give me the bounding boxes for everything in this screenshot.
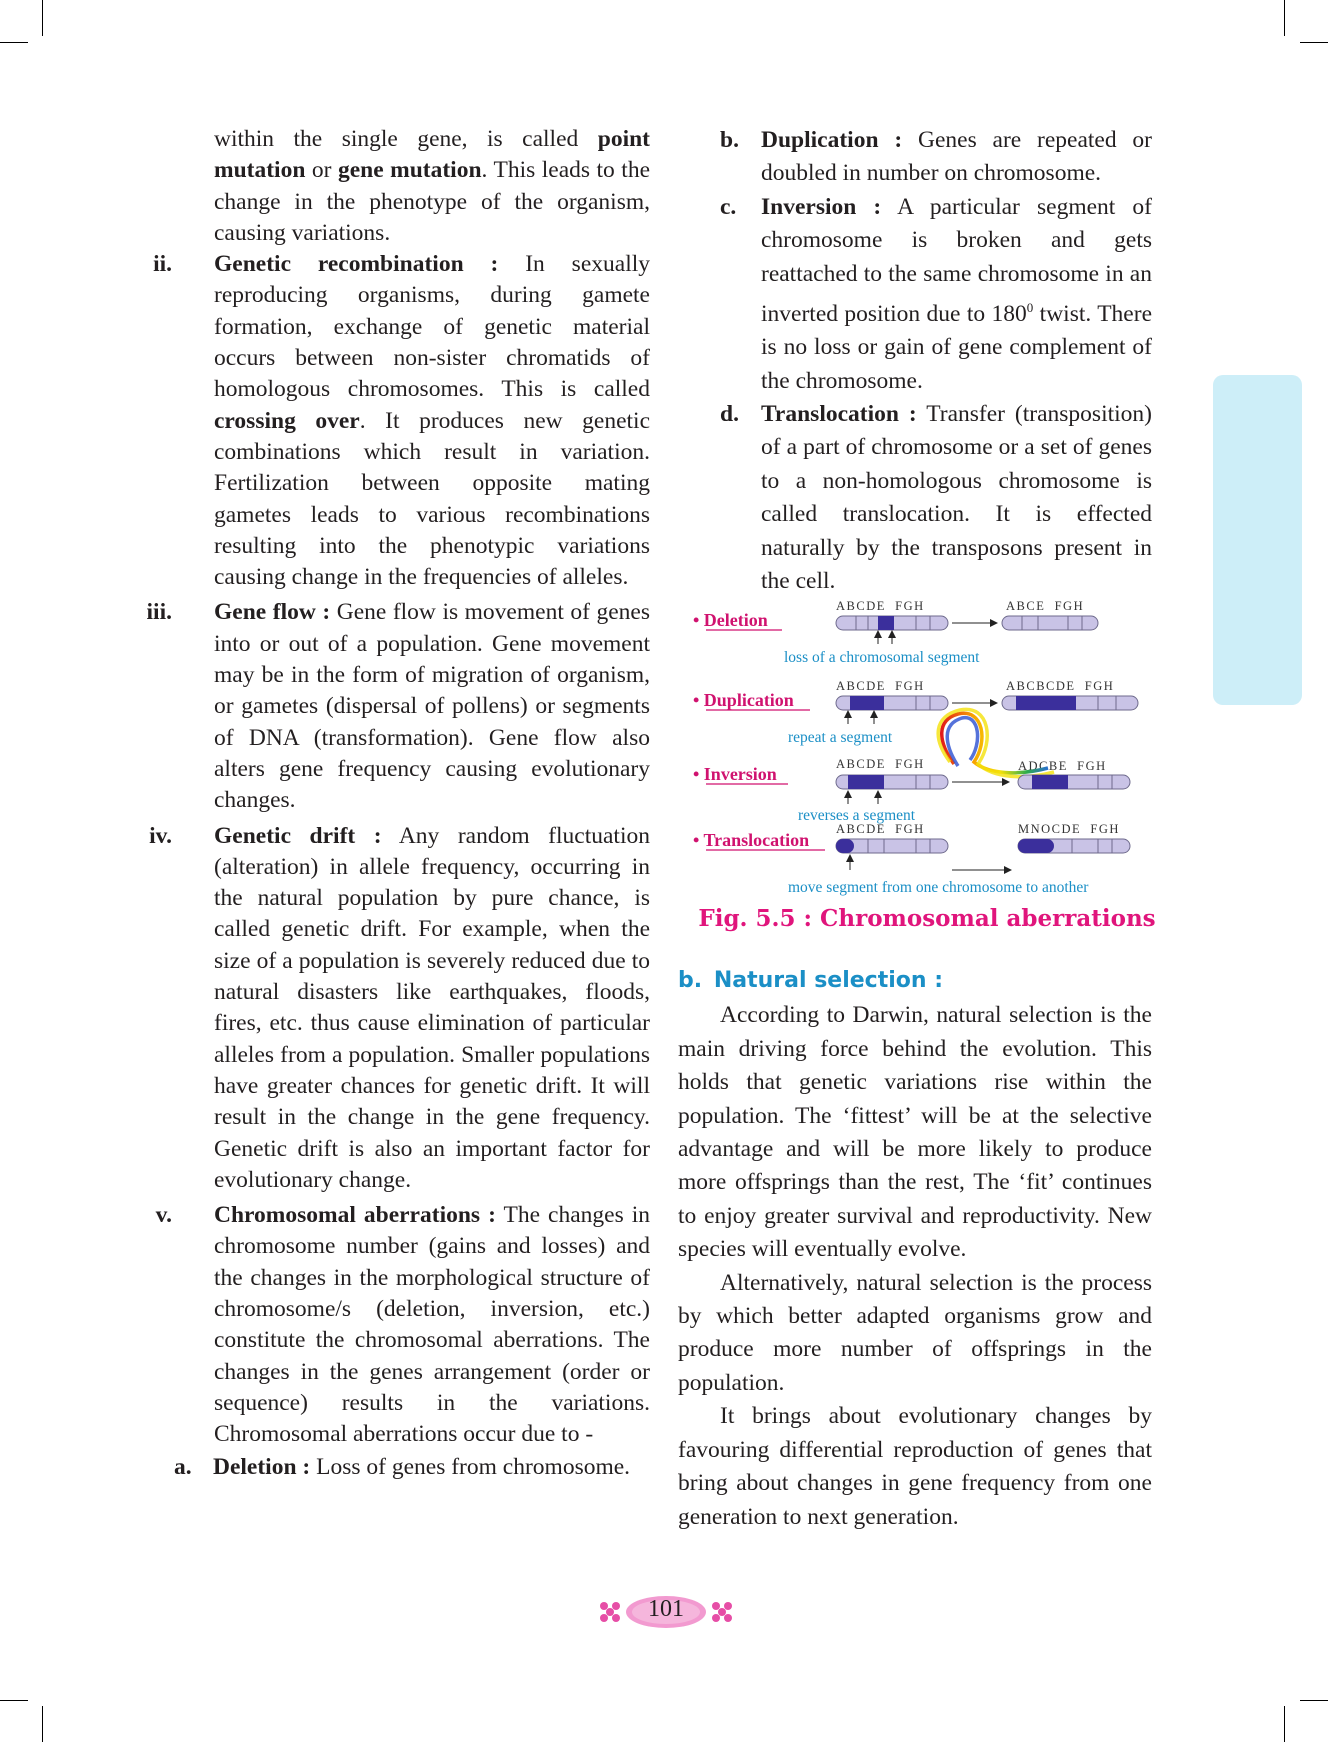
deletion-chromosome-before (836, 616, 948, 630)
crop-mark (42, 1706, 43, 1742)
translocation-label: • Translocation (693, 830, 810, 850)
figure-caption: Fig. 5.5 : Chromosomal aberrations (698, 905, 1156, 932)
chapter-side-tab (1213, 375, 1302, 705)
translocation-chromosome-after (1018, 839, 1130, 853)
translocation-before-genes: ABCDE FGH (836, 822, 925, 836)
natural-selection-paragraph: According to Darwin, natural selection is the main driving force behind the evolution. This holds that genetic variations rise within the population. The ‘fittest’ will be at the selective advantage and will be more likely to produce more offsprings than the rest, The ‘fit’ continues to enjoy greater survival and reproductivity. New species will eventually evolve. (678, 1002, 1152, 1263)
crop-mark (0, 1700, 28, 1701)
duplication-before-genes: ABCDE FGH (836, 679, 925, 693)
natural-selection-section (678, 964, 1152, 1534)
crop-mark (1284, 1706, 1285, 1742)
page-number: 101 (648, 1596, 684, 1622)
natural-selection-paragraph: Alternatively, natural selection is the process by which better adapted organisms grow and produce more number of offsprings in the population. (678, 1269, 1152, 1396)
page-number-badge (596, 1592, 736, 1632)
inversion-note: reverses a segment (798, 807, 916, 824)
deletion-subitem: a. Deletion : Loss of genes from chromosome. (174, 1454, 631, 1481)
inversion-subitem: c. Inversion : A particular segment of chromosome is broken and gets reattached to the same chromosome in an inverted position due to $180^0$ twist. There is no loss or gain of gene complement of the chromosome. (720, 193, 1152, 394)
deletion-label: • Deletion (693, 610, 768, 630)
point-mutation-paragraph: within the single gene, is called point mutation or gene mutation. This leads to the change in the phenotype of the organism, causing variations. (214, 126, 651, 246)
genetic-drift-item: iv. Genetic drift : Any random fluctuation (alteration) in allele frequency, occurring in the natural population by pure chance, is called genetic drift. For example, when the size of a population is severely reduced due to natural disasters like earthquakes, floods, fires, etc. thus cause elimination of particular alleles from a population. Smaller populations have greater chances for genetic drift. It will result in the change in the gene frequency. Genetic drift is also an important factor for evolutionary change. (149, 822, 650, 1193)
duplication-note: repeat a segment (788, 729, 893, 746)
chromosomal-aberrations-item: v. Chromosomal aberrations : The changes in chromosome number (gains and losses) and the changes in the morphological structure of chromosome/s (deletion, inversion, etc.) constitute the chromosomal aberrations. The changes in the genes arrangement (order or sequence) results in the variations. Chromosomal aberrations occur due to - (155, 1202, 651, 1448)
translocation-after-genes: MNOCDE FGH (1018, 822, 1120, 836)
section-title: Natural selection : (713, 968, 944, 993)
deletion-note: loss of a chromosomal segment (784, 649, 980, 666)
inversion-before-genes: ABCDE FGH (836, 757, 925, 771)
crop-mark (1300, 1700, 1328, 1701)
translocation-note: move segment from one chromosome to another (788, 879, 1089, 896)
duplication-chromosome-after (1002, 696, 1138, 710)
chromosomal-aberrations-figure (688, 592, 1158, 912)
crop-mark (42, 0, 43, 36)
deletion-before-genes: ABCDE FGH (836, 599, 925, 613)
inversion-chromosome-before (836, 775, 948, 789)
translocation-subitem: d. Translocation : Transfer (transposition) of a part of chromosome or a set of genes to a non-homologous chromosome is called translocation. It is effected naturally by the transposons present in the cell. (720, 401, 1152, 595)
duplication-after-genes: ABCBCDE FGH (1006, 679, 1115, 693)
duplication-chromosome-before (836, 696, 948, 710)
crop-mark (1284, 0, 1285, 36)
section-heading (678, 964, 1152, 997)
left-column (146, 124, 651, 1484)
genetic-recombination-item: ii. Genetic recombination : In sexually reproducing organisms, during gamete formation, exchange of genetic material occurs between non-sister chromatids of homologous chromosomes. This is called crossing over. It produces new genetic combinations which result in variation. Fertilization between opposite mating gametes leads to various recombinations resulting into the phenotypic variations causing change in the frequencies of alleles. (153, 251, 651, 591)
duplication-subitem: b. Duplication : Genes are repeated or doubled in number on chromosome. (720, 127, 1152, 187)
crop-mark (1300, 42, 1328, 43)
right-column (678, 124, 1152, 599)
deletion-chromosome-after (1002, 616, 1098, 630)
gene-flow-item: iii. Gene flow : Gene flow is movement of genes into or out of a population. Gene movement may be in the form of migration of organism, or gametes (dispersal of pollens) or segments of DNA (transformation). Gene flow also alters gene frequency causing evolutionary changes. (146, 599, 650, 814)
section-label: b. (678, 968, 703, 993)
crop-mark (0, 42, 28, 43)
natural-selection-paragraph: It brings about evolutionary changes by favouring differential reproduction of genes that bring about changes in gene frequency from one generation to next generation. (678, 1403, 1152, 1530)
deletion-after-genes: ABCE FGH (1006, 599, 1085, 613)
duplication-label: • Duplication (693, 690, 794, 710)
translocation-chromosome-before (836, 839, 948, 853)
inversion-label: • Inversion (693, 764, 777, 784)
inversion-chromosome-after (1018, 775, 1130, 789)
inversion-after-genes: ADCBE FGH (1018, 759, 1107, 773)
